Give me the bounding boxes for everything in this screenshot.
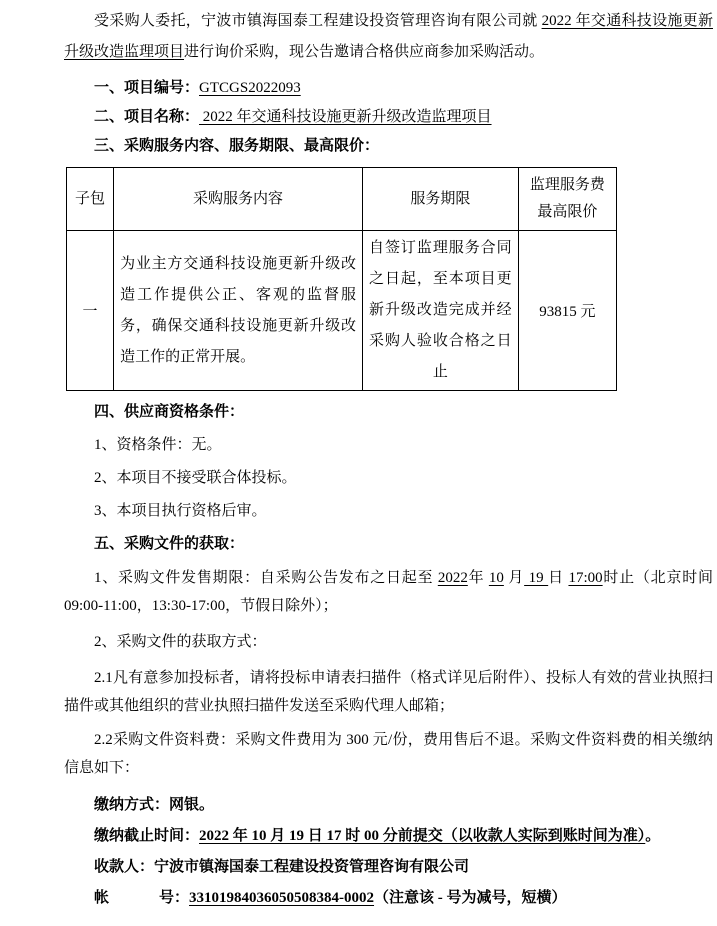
sale-period-pre: 1、采购文件发售期限：自采购公告发布之日起至 <box>94 570 438 586</box>
payment-deadline-line <box>64 821 713 852</box>
payee-value: 宁波市镇海国泰工程建设投资管理咨询有限公司 <box>154 859 470 875</box>
sale-period-post: 时止（北京时间09:00-11:00，13:30-17:00，节假日除外）； <box>64 570 713 614</box>
section-project-number <box>64 74 713 102</box>
cell-price: 93815 元 <box>518 231 616 391</box>
qualification-item-3: 3、本项目执行资格后审。 <box>94 503 267 519</box>
project-number-label: 一、项目编号： <box>94 80 200 96</box>
acquisition-item-2-1: 2.1凡有意参加投标者，请将投标申请表扫描件（格式详见后附件）、投标人有效的营业执照扫描件或其他组织的营业执照扫描件发送至采购代理人邮箱； <box>64 670 713 714</box>
table-row <box>67 231 617 391</box>
project-name-label: 二、项目名称： <box>94 109 200 125</box>
cell-package: 一 <box>67 231 114 391</box>
sale-month: 10 <box>488 570 504 586</box>
table-header-row <box>67 168 617 231</box>
header-period: 服务期限 <box>362 168 518 231</box>
section-qualification-heading: 四、供应商资格条件： <box>94 404 245 420</box>
account-label-1: 帐 <box>94 890 110 906</box>
sale-sep3: 日 <box>548 570 569 586</box>
account-label-2: 号： <box>159 890 190 906</box>
deadline-value: 2022 年 10 月 19 日 17 时 00 分前提交（以收款人实际到账时间为准） <box>199 828 646 844</box>
payment-method-line: 缴纳方式：网银。 <box>94 797 215 813</box>
deadline-label: 缴纳截止时间： <box>94 828 200 844</box>
cell-content: 为业主方交通科技设施更新升级改造工作提供公正、客观的监督服务，确保交通科技设施更新升级改造工作的正常开展。 <box>114 231 363 391</box>
cell-period: 自签订监理服务合同之日起，至本项目更新升级改造完成并经采购人验收合格之日止 <box>362 231 518 391</box>
payee-line <box>64 852 713 883</box>
intro-paragraph <box>64 6 713 68</box>
sale-time: 17:00 <box>568 570 603 586</box>
header-price: 监理服务费最高限价 <box>518 168 616 231</box>
procurement-table <box>66 167 617 391</box>
project-name-value: 2022 年交通科技设施更新升级改造监理项目 <box>199 109 492 125</box>
deadline-suffix: 。 <box>645 828 661 844</box>
qualification-item-2: 2、本项目不接受联合体投标。 <box>94 470 297 486</box>
section-service-heading: 三、采购服务内容、服务期限、最高限价： <box>94 138 380 154</box>
sale-sep2: 月 <box>503 570 525 586</box>
acquisition-item-2: 2、采购文件的获取方式： <box>94 634 267 650</box>
qualification-item-1: 1、资格条件：无。 <box>94 437 222 453</box>
project-number-value: GTCGS2022093 <box>199 80 301 96</box>
sale-sep1: 年 <box>467 570 489 586</box>
intro-text-pre: 受采购人委托，宁波市镇海国泰工程建设投资管理咨询有限公司就 <box>94 13 542 29</box>
account-note: （注意该 - 号为减号，短横） <box>374 890 567 906</box>
sale-year: 2022 <box>437 570 468 586</box>
acquisition-item-1 <box>64 564 713 620</box>
payee-label: 收款人： <box>94 859 155 875</box>
project-name-underlined: 2022 年交通科技设施更新升级改造监理项目 <box>64 13 713 60</box>
sale-day: 19 <box>524 570 549 586</box>
section-acquisition-heading: 五、采购文件的获取： <box>94 536 245 552</box>
header-package: 子包 <box>67 168 114 231</box>
section-project-name <box>64 103 713 131</box>
header-content: 采购服务内容 <box>114 168 363 231</box>
acquisition-item-2-2: 2.2采购文件资料费：采购文件费用为 300 元/份，费用售后不退。采购文件资料费的相关缴纳信息如下： <box>64 732 713 776</box>
intro-text-post: 进行询价采购，现公告邀请合格供应商参加采购活动。 <box>184 44 545 60</box>
account-number: 33101984036050508384-0002 <box>189 890 375 906</box>
account-line <box>64 883 713 914</box>
